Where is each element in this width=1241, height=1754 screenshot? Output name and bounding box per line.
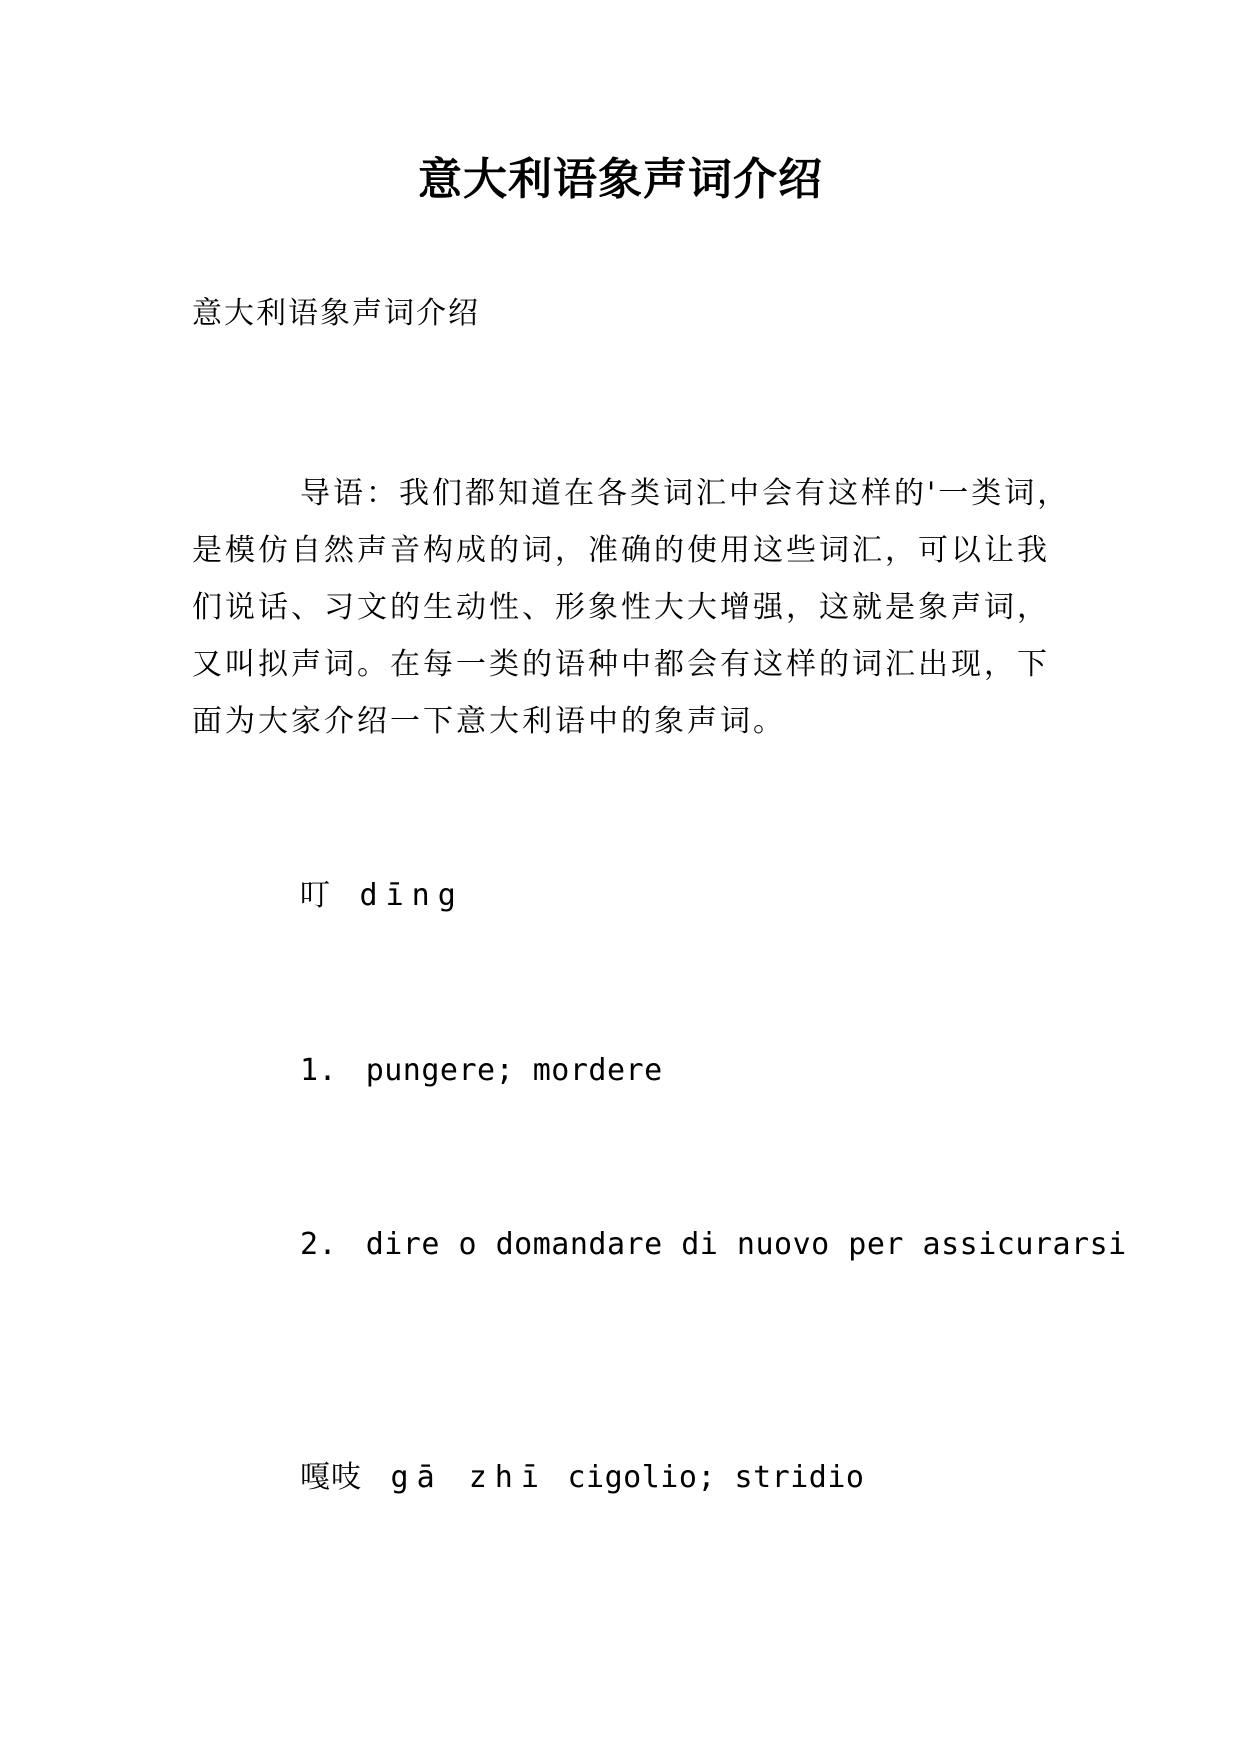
entry-definition-2 xyxy=(300,1225,1127,1265)
definition-number: 2. xyxy=(300,1227,338,1262)
document-subtitle: 意大利语象声词介绍 xyxy=(192,296,480,331)
entry-gazhi xyxy=(300,1458,864,1498)
entry-word: 嘎吱 xyxy=(300,1460,362,1495)
entry-definition-1 xyxy=(300,1051,663,1091)
definition-number: 1. xyxy=(300,1053,338,1088)
intro-paragraph: 导语：我们都知道在各类词汇中会有这样的'一类词，是模仿自然声音构成的词，准确的使用这些词汇，可以让我们说话、习文的生动性、形象性大大增强，这就是象声词，又叫拟声词。在每一类的语种中都会有这样的词汇出现，下面为大家介绍一下意大利语中的象声词。 xyxy=(192,476,1071,739)
entry-pinyin: gā zhī xyxy=(390,1460,547,1495)
entry-word: 叮 xyxy=(300,878,331,913)
definition-text: dire o domandare di nuovo per assicurarsi xyxy=(365,1227,1127,1262)
definition-text: pungere; mordere xyxy=(365,1053,663,1088)
entry-definition: cigolio; stridio xyxy=(567,1460,865,1495)
document-title: 意大利语象声词介绍 xyxy=(418,154,823,205)
entry-ding xyxy=(300,876,464,916)
entry-pinyin: dīng xyxy=(359,878,464,913)
